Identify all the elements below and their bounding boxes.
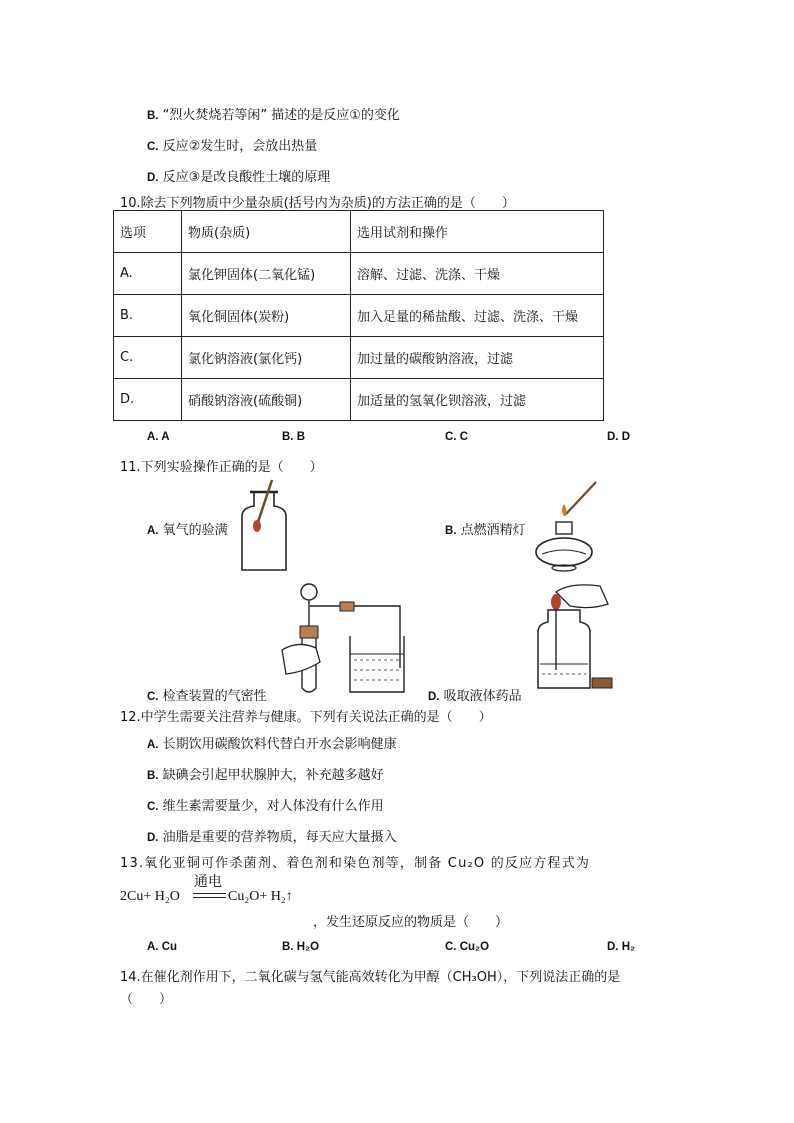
option-text: 长期饮用碳酸饮料代替白开水会影响健康 [162, 737, 397, 752]
q9-option-c [147, 135, 317, 154]
option-label: A. [147, 525, 159, 537]
table-header: 物质(杂质) [182, 211, 351, 253]
q12-option-a [147, 733, 397, 752]
q9-option-b [147, 104, 400, 123]
table-row [114, 337, 604, 379]
q13-tail: ，发生还原反应的物质是（ ） [313, 915, 509, 930]
q14-paren: （ ） [120, 992, 173, 1007]
option-text: 氧气的验满 [162, 523, 228, 538]
q13-option-c: C. Cu₂O [445, 941, 490, 953]
q13-option-d: D. H₂ [607, 941, 636, 953]
q12-option-c [147, 795, 384, 814]
q12-option-d [147, 826, 397, 845]
table-cell: 加过量的碳酸钠溶液，过滤 [351, 337, 604, 379]
q11-stem: 11.下列实验操作正确的是（ ） [120, 460, 323, 475]
q13-equation-left: 2Cu+ H₂O [120, 889, 180, 904]
table-cell: 溶解、过滤、洗涤、干燥 [351, 253, 604, 295]
option-text: “烈火焚烧若等闲” 描述的是反应①的变化 [162, 108, 400, 123]
q13-option-b: B. H₂O [282, 941, 320, 953]
q11-option-d [428, 685, 522, 704]
table-cell: A. [114, 253, 182, 295]
table-row [114, 295, 604, 337]
option-label: A. [147, 739, 159, 751]
q10-option-c: C. C [445, 431, 468, 443]
q13-equation-right: Cu₂O+ H₂↑ [228, 889, 293, 904]
q10-option-a: A. A [147, 431, 170, 443]
table-header: 选用试剂和操作 [351, 211, 604, 253]
option-text: 检查装置的气密性 [162, 689, 267, 704]
table-header: 选项 [114, 211, 182, 253]
option-text: 点燃酒精灯 [460, 523, 526, 538]
q14-stem: 14.在催化剂作用下，二氧化碳与氢气能高效转化为甲醇（CH₃OH），下列说法正确的是 [120, 970, 621, 985]
q13-equals-line-bottom [193, 897, 226, 898]
q10-table [113, 210, 604, 421]
table-cell: 加适量的氢氧化钡溶液，过滤 [351, 379, 604, 421]
oxygen-full-test-figure [230, 478, 300, 573]
table-row [114, 253, 604, 295]
airtightness-check-figure [280, 578, 410, 698]
q13-option-a: A. Cu [147, 941, 178, 953]
option-label: C. [147, 801, 159, 813]
table-cell: B. [114, 295, 182, 337]
q11-option-c [147, 685, 267, 704]
option-text: 缺碘会引起甲状腺肿大，补充越多越好 [162, 768, 384, 783]
table-cell: 硝酸钠溶液(硫酸铜) [182, 379, 351, 421]
option-label: D. [428, 691, 440, 703]
q12-option-b [147, 764, 384, 783]
option-label: D. [147, 832, 159, 844]
q13-condition: 通电 [194, 874, 222, 890]
option-label: B. [147, 110, 159, 122]
option-label: C. [147, 691, 159, 703]
table-header-row [114, 211, 604, 253]
option-text: 反应③是改良酸性土壤的原理 [162, 170, 331, 185]
table-cell: D. [114, 379, 182, 421]
dropper-figure [530, 580, 615, 695]
q10-stem: 10.除去下列物质中少量杂质(括号内为杂质)的方法正确的是（ ） [120, 196, 515, 211]
option-label: D. [147, 172, 159, 184]
option-text: 油脂是重要的营养物质，每天应大量摄入 [162, 830, 397, 845]
alcohol-lamp-figure [532, 480, 602, 575]
q13-stem: 13.氧化亚铜可作杀菌剂、着色剂和染色剂等，制备 Cu₂O 的反应方程式为 [120, 856, 591, 871]
q11-option-a [147, 519, 228, 538]
q13-equals-line-top [193, 893, 226, 894]
table-cell: 氯化钾固体(二氧化锰) [182, 253, 351, 295]
q10-option-d: D. D [607, 431, 630, 443]
q9-option-d [147, 166, 330, 185]
option-label: B. [445, 525, 457, 537]
option-label: B. [147, 770, 159, 782]
table-cell: 氧化铜固体(炭粉) [182, 295, 351, 337]
table-cell: 加入足量的稀盐酸、过滤、洗涤、干燥 [351, 295, 604, 337]
option-label: C. [147, 141, 159, 153]
option-text: 反应②发生时，会放出热量 [162, 139, 318, 154]
table-cell: C. [114, 337, 182, 379]
q12-stem: 12.中学生需要关注营养与健康。下列有关说法正确的是（ ） [120, 710, 492, 725]
option-text: 吸取液体药品 [443, 689, 522, 704]
option-text: 维生素需要量少，对人体没有什么作用 [162, 799, 384, 814]
table-cell: 氯化钠溶液(氯化钙) [182, 337, 351, 379]
q11-option-b [445, 519, 526, 538]
q10-option-b: B. B [282, 431, 305, 443]
table-row [114, 379, 604, 421]
